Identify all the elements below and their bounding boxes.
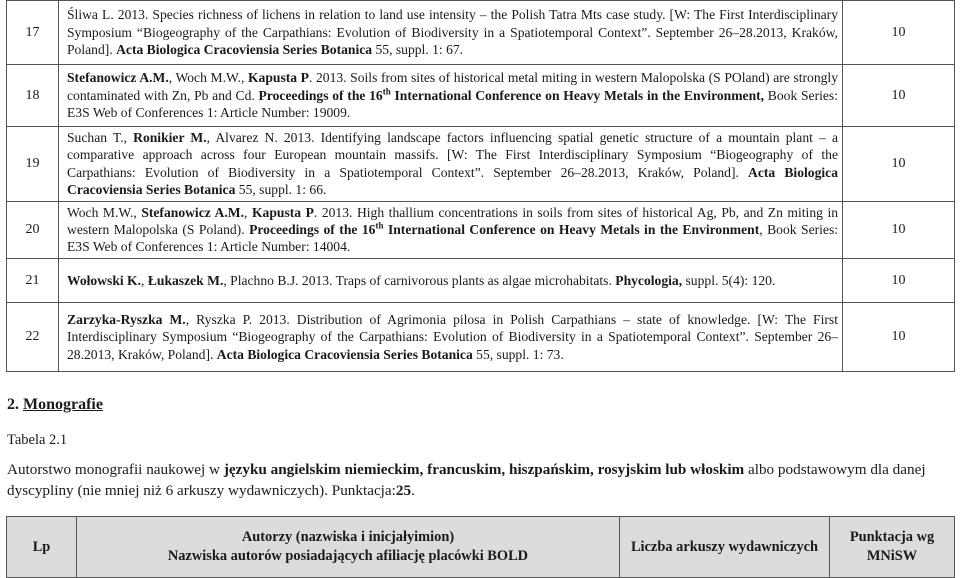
- text-run: , Book Series: E3S Web of Conferences 1: Article Number: 14004.: [67, 222, 839, 255]
- text-run: Book Series: E3S Web of Conferences 1: Article Number: 19009.: [67, 87, 838, 121]
- text-run: języku angielskim niemieckim, francuskim, hiszpańskim, rosyjskim lub włoskim: [223, 461, 745, 478]
- text-run: International Conference on Heavy Metals in the Environment,: [390, 87, 765, 103]
- text-run: , Woch M.W.,: [168, 70, 248, 86]
- header-points: Punktacja wg MNiSW: [830, 517, 955, 578]
- citation: [59, 302, 843, 371]
- text-run: 55, suppl. 1: 67.: [372, 42, 464, 58]
- text-run: suppl. 5(4): 120.: [682, 272, 776, 288]
- citation: [59, 127, 843, 202]
- text-run: Łukaszek M.: [147, 272, 224, 288]
- text-run: Acta Biologica Cracoviensia Series Botanica: [116, 42, 373, 58]
- text-run: Suchan T.,: [67, 130, 134, 145]
- text-run: Kapusta P: [251, 204, 314, 220]
- citation: [59, 258, 843, 302]
- publications-body: [7, 1, 955, 372]
- table-row: [7, 302, 955, 371]
- row-points: 10: [843, 1, 955, 65]
- row-number: 19: [7, 127, 59, 202]
- text-run: . 2013. High thallium concentrations in soils from sites of historical Ag, Pb, and Zn miting in western Malopolska (S Poland).: [67, 204, 839, 238]
- citation: [59, 201, 843, 258]
- text-run: Woch M.W.,: [67, 204, 142, 220]
- text-run: Ronikier M.: [133, 130, 207, 145]
- table-row: [7, 258, 955, 302]
- row-points: 10: [843, 258, 955, 302]
- text-run: Phycologia,: [615, 272, 683, 288]
- text-run: Zarzyka-Ryszka M.: [67, 311, 186, 327]
- citation: [59, 65, 843, 127]
- row-number: 18: [7, 65, 59, 127]
- text-run: Proceedings of the 16: [258, 87, 383, 103]
- text-run: ,: [141, 272, 148, 288]
- text-run: Acta Biologica Cracoviensia Series Botanica: [67, 164, 838, 198]
- header-authors: [77, 517, 620, 578]
- publications-table: [6, 0, 955, 372]
- citation: [59, 1, 843, 65]
- table-label: Tabela 2.1: [7, 432, 68, 448]
- header-authors-line2: Nazwiska autorów posiadających afiliację placówki BOLD: [167, 548, 529, 564]
- text-run: .: [411, 482, 415, 499]
- text-run: ,: [244, 204, 252, 220]
- text-run: Stefanowicz A.M.: [67, 70, 169, 86]
- text-run: . 2013. Soils from sites of historical metal miting in western Malopolska (S POland) are strongly contaminated with Zn, Pb and Cd.: [67, 70, 838, 103]
- row-points: 10: [843, 127, 955, 202]
- row-number: 22: [7, 302, 59, 371]
- row-points: 10: [843, 302, 955, 371]
- text-run: Proceedings of the 16: [249, 222, 376, 238]
- text-run: th: [375, 220, 384, 231]
- row-number: 21: [7, 258, 59, 302]
- section-title: Monografie: [23, 396, 103, 413]
- header-authors-line1: Autorzy (nazwiska i inicjałyimion): [241, 529, 455, 545]
- text-run: Stefanowicz A.M.: [141, 204, 245, 220]
- text-run: th: [382, 86, 391, 97]
- table-row: [7, 201, 955, 258]
- table-row: [7, 127, 955, 202]
- header-row: [7, 517, 955, 578]
- row-number: 17: [7, 1, 59, 65]
- text-run: Wołowski K.: [67, 272, 142, 288]
- text-run: , Alvarez N. 2013. Identifying landscape factors influencing spatial genetic structure of a mountain plant – a comparative approach across four European mountain massifs. [W: The First Interdisciplinary Symposium “Biogeography of the Carpathians: Evolution of Biodiversity in a Spatiotemporal Context”. September 26–28.2013, Kraków, Poland].: [67, 130, 838, 180]
- text-run: , Ryszka P. 2013. Distribution of Agrimonia pilosa in Polish Carpathians – state of knowledge. [W: The First Interdisciplinary Symposium “Biogeography of the Carpathians: Evolution of Biodiversity in a Spatiotemporal Context”. September 26–28.2013, Kraków, Poland].: [67, 311, 838, 362]
- header-sheets: Liczba arkuszy wydawniczych: [620, 517, 830, 578]
- row-points: 10: [843, 201, 955, 258]
- text-run: International Conference on Heavy Metals in the Environment: [383, 222, 760, 238]
- text-run: 25: [395, 482, 412, 499]
- table-row: [7, 65, 955, 127]
- text-run: Kapusta P: [247, 70, 309, 86]
- table-row: [7, 1, 955, 65]
- text-run: , Plachno B.J. 2013. Traps of carnivorous plants as algae microhabitats.: [223, 272, 616, 288]
- text-run: Śliwa L. 2013. Species richness of lichens in relation to land use intensity – the Polish Tatra Mts case study. [W: The First Interdisciplinary Symposium “Biogeography of the Carpathians: Evolution of Biodiversity in a Spatiotemporal Context”. September 26–28.2013, Kraków, Poland].: [67, 7, 838, 58]
- text-run: albo podstawowym dla danej dyscypliny (nie mniej niż 6 arkuszy wydawniczych). Punktacja:: [7, 461, 926, 499]
- text-run: 55, suppl. 1: 66.: [235, 182, 327, 198]
- row-points: 10: [843, 65, 955, 127]
- description-paragraph: [7, 459, 955, 501]
- section-number: 2.: [7, 396, 19, 413]
- section-heading: [7, 396, 103, 414]
- text-run: Autorstwo monografii naukowej w: [7, 461, 224, 478]
- text-run: Acta Biologica Cracoviensia Series Botanica: [216, 346, 473, 362]
- text-run: 55, suppl. 1: 73.: [472, 346, 564, 362]
- monograph-table-header: [6, 516, 955, 578]
- row-number: 20: [7, 201, 59, 258]
- header-lp: Lp: [7, 517, 77, 578]
